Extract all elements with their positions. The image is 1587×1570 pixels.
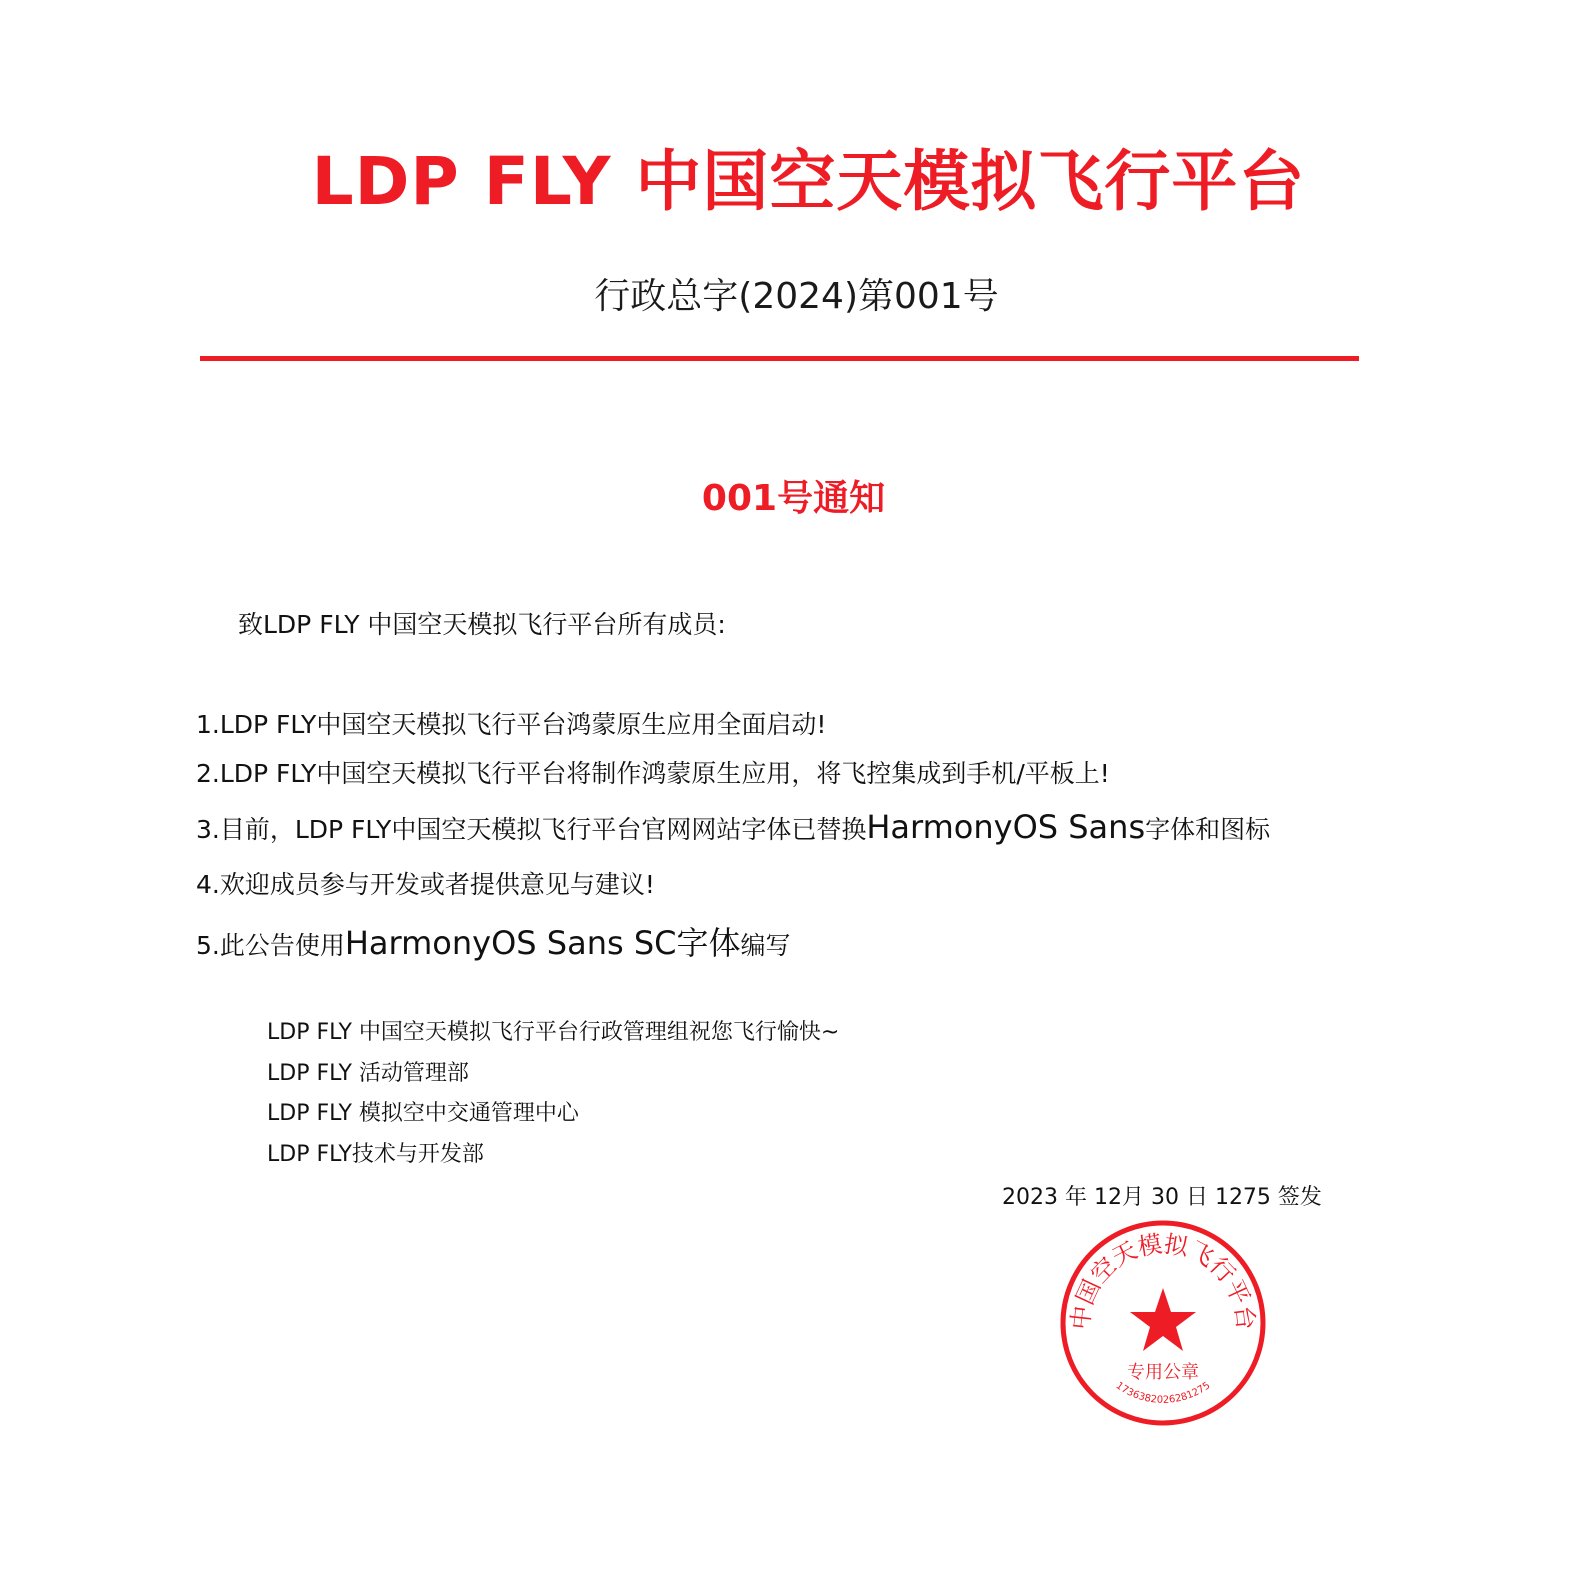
signature-line-1: LDP FLY 中国空天模拟飞行平台行政管理组祝您飞行愉快~ xyxy=(267,1020,840,1045)
seal-star-icon xyxy=(1130,1288,1196,1351)
list-item-5-pre: 5.此公告使用 xyxy=(196,931,345,960)
signature-line-4: LDP FLY技术与开发部 xyxy=(267,1142,484,1167)
list-item-3 xyxy=(196,808,1270,846)
signature-line-3: LDP FLY 模拟空中交通管理中心 xyxy=(267,1101,579,1126)
red-divider xyxy=(200,356,1359,361)
list-item-2: 2.LDP FLY中国空天模拟飞行平台将制作鸿蒙原生应用，将飞控集成到手机/平板上! xyxy=(196,759,1110,788)
seal-center-text: 专用公章 xyxy=(1127,1362,1199,1383)
seal-arc-text: 中国空天模拟飞行平台 xyxy=(1066,1229,1260,1332)
list-item-3-big: HarmonyOS Sans xyxy=(866,808,1146,846)
salutation: 致LDP FLY 中国空天模拟飞行平台所有成员: xyxy=(238,610,726,639)
document-number: 行政总字(2024)第001号 xyxy=(594,276,999,317)
document-title: LDP FLY 中国空天模拟飞行平台 xyxy=(311,143,1306,220)
issue-date: 2023 年 12月 30 日 1275 签发 xyxy=(1002,1185,1322,1210)
list-item-5-post: 编写 xyxy=(740,931,791,960)
official-seal-stamp xyxy=(1058,1218,1268,1428)
list-item-1: 1.LDP FLY中国空天模拟飞行平台鸿蒙原生应用全面启动! xyxy=(196,710,827,739)
list-item-4: 4.欢迎成员参与开发或者提供意见与建议! xyxy=(196,870,655,899)
seal-serial-number: 17363820262812​75 xyxy=(1113,1380,1213,1406)
list-item-3-pre: 3.目前，LDP FLY中国空天模拟飞行平台官网网站字体已替换 xyxy=(196,815,867,844)
list-item-5-big: HarmonyOS Sans SC字体 xyxy=(344,924,741,962)
signature-line-2: LDP FLY 活动管理部 xyxy=(267,1061,469,1086)
notice-title: 001号通知 xyxy=(701,478,886,519)
list-item-5 xyxy=(196,918,791,964)
list-item-3-post: 字体和图标 xyxy=(1145,815,1271,844)
